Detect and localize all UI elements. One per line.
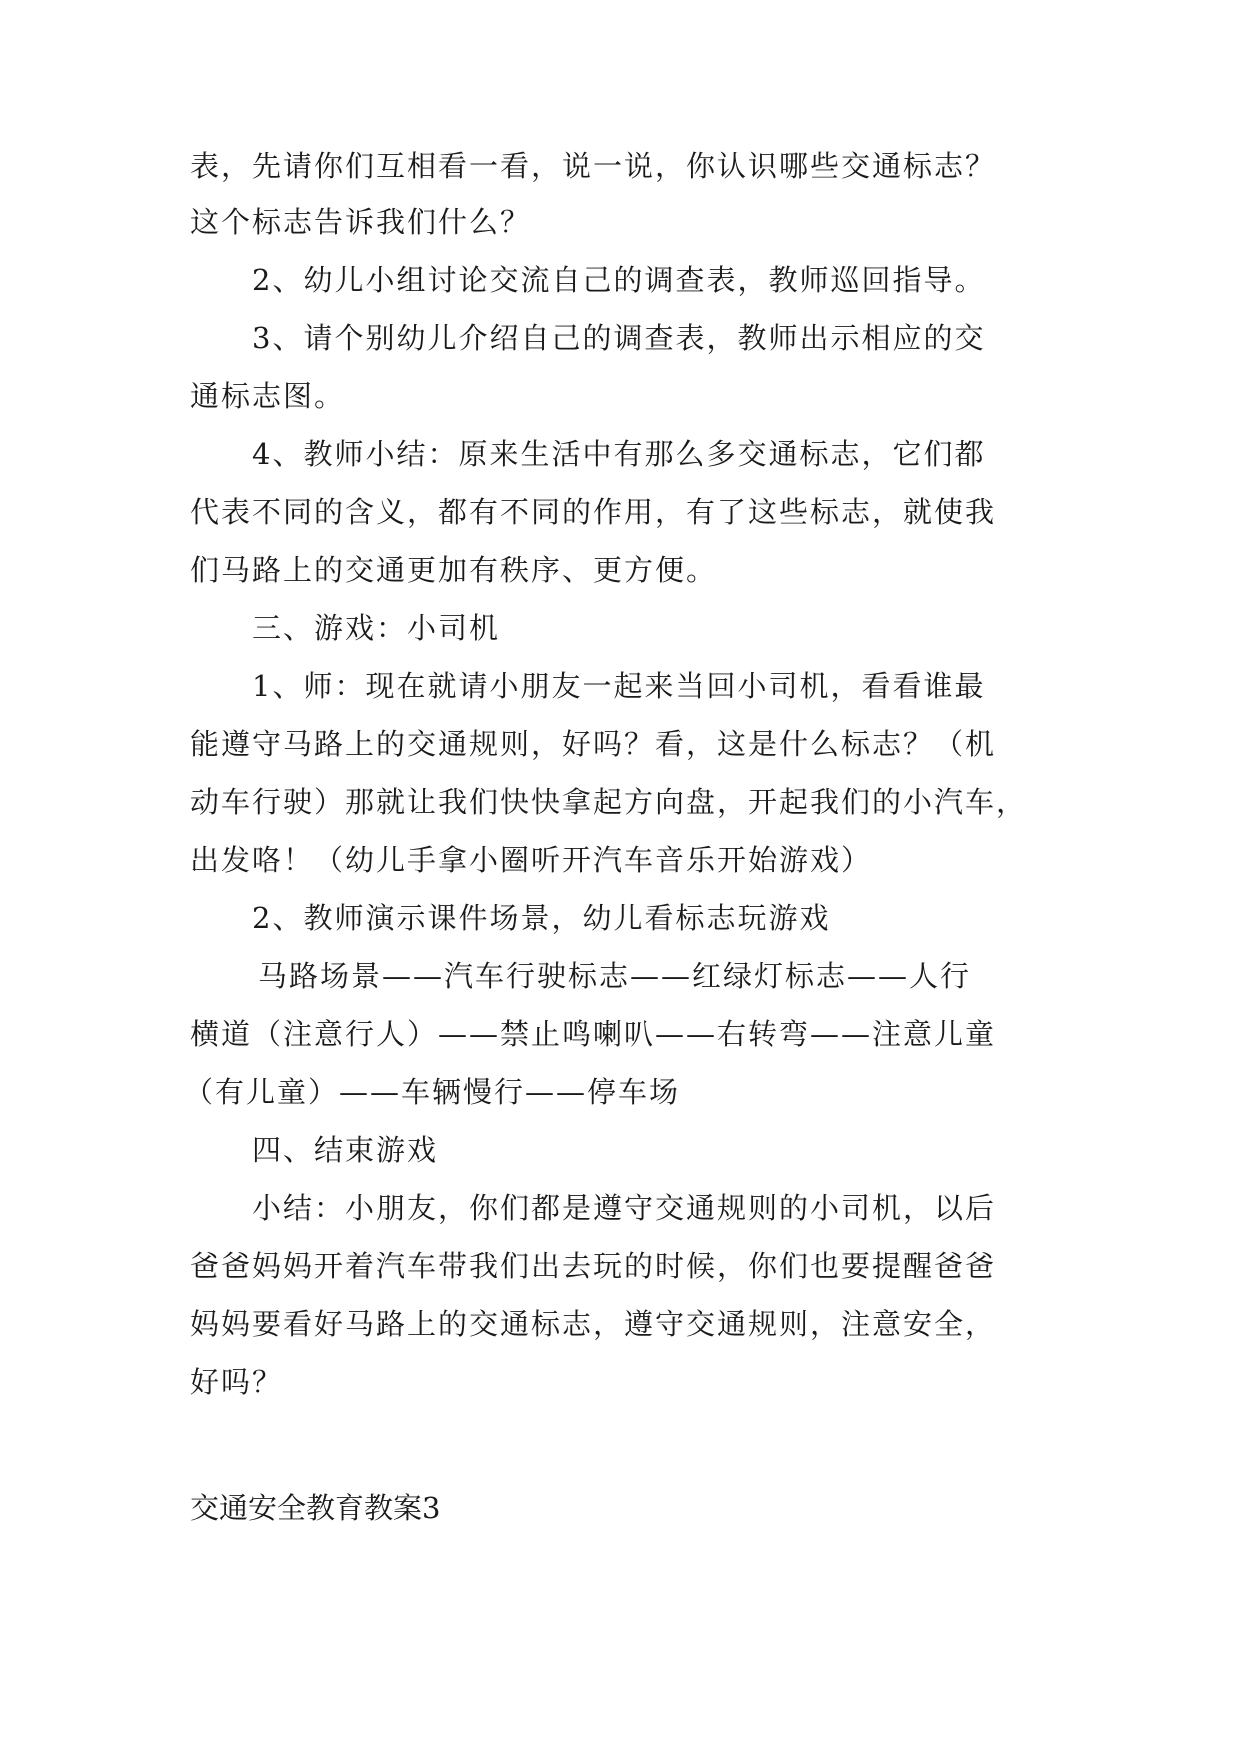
section-heading: 交通安全教育教案3 <box>190 1491 441 1525</box>
paragraph-line: 3、请个别幼儿介绍自己的调查表，教师出示相应的交 <box>252 321 986 355</box>
paragraph-line: （有儿童）——车辆慢行——停车场 <box>184 1075 681 1109</box>
paragraph-line: 马路场景——汽车行驶标志——红绿灯标志——人行 <box>258 959 972 993</box>
paragraph-line: 爸爸妈妈开着汽车带我们出去玩的时候，你们也要提醒爸爸 <box>190 1249 997 1283</box>
paragraph-line: 表，先请你们互相看一看，说一说，你认识哪些交通标志？ <box>190 149 997 183</box>
paragraph-line: 这个标志告诉我们什么？ <box>190 205 532 239</box>
paragraph-line: 们马路上的交通更加有秩序、更方便。 <box>190 553 718 587</box>
paragraph-line: 通标志图。 <box>190 379 346 413</box>
paragraph-line: 妈妈要看好马路上的交通标志，遵守交通规则，注意安全， <box>190 1307 997 1341</box>
paragraph-line: 代表不同的含义，都有不同的作用，有了这些标志，就使我 <box>190 495 997 529</box>
paragraph-line: 2、幼儿小组讨论交流自己的调查表，教师巡回指导。 <box>252 263 986 297</box>
paragraph-line: 三、游戏：小司机 <box>252 611 501 645</box>
paragraph-line: 4、教师小结：原来生活中有那么多交通标志，它们都 <box>252 437 986 471</box>
paragraph-line: 1、师：现在就请小朋友一起来当回小司机，看看谁最 <box>252 669 986 703</box>
paragraph-line: 能遵守马路上的交通规则，好吗？看，这是什么标志？（机 <box>190 727 997 761</box>
paragraph-line: 四、结束游戏 <box>252 1133 439 1167</box>
paragraph-line: 出发咯！（幼儿手拿小圈听开汽车音乐开始游戏） <box>190 843 873 877</box>
paragraph-line: 动车行驶）那就让我们快快拿起方向盘，开起我们的小汽车， <box>190 785 1028 819</box>
paragraph-line: 好吗？ <box>190 1365 284 1399</box>
paragraph-line: 小结：小朋友，你们都是遵守交通规则的小司机，以后 <box>252 1191 997 1225</box>
paragraph-line: 2、教师演示课件场景，幼儿看标志玩游戏 <box>252 901 831 935</box>
paragraph-line: 横道（注意行人）——禁止鸣喇叭——右转弯——注意儿童 <box>190 1017 997 1051</box>
